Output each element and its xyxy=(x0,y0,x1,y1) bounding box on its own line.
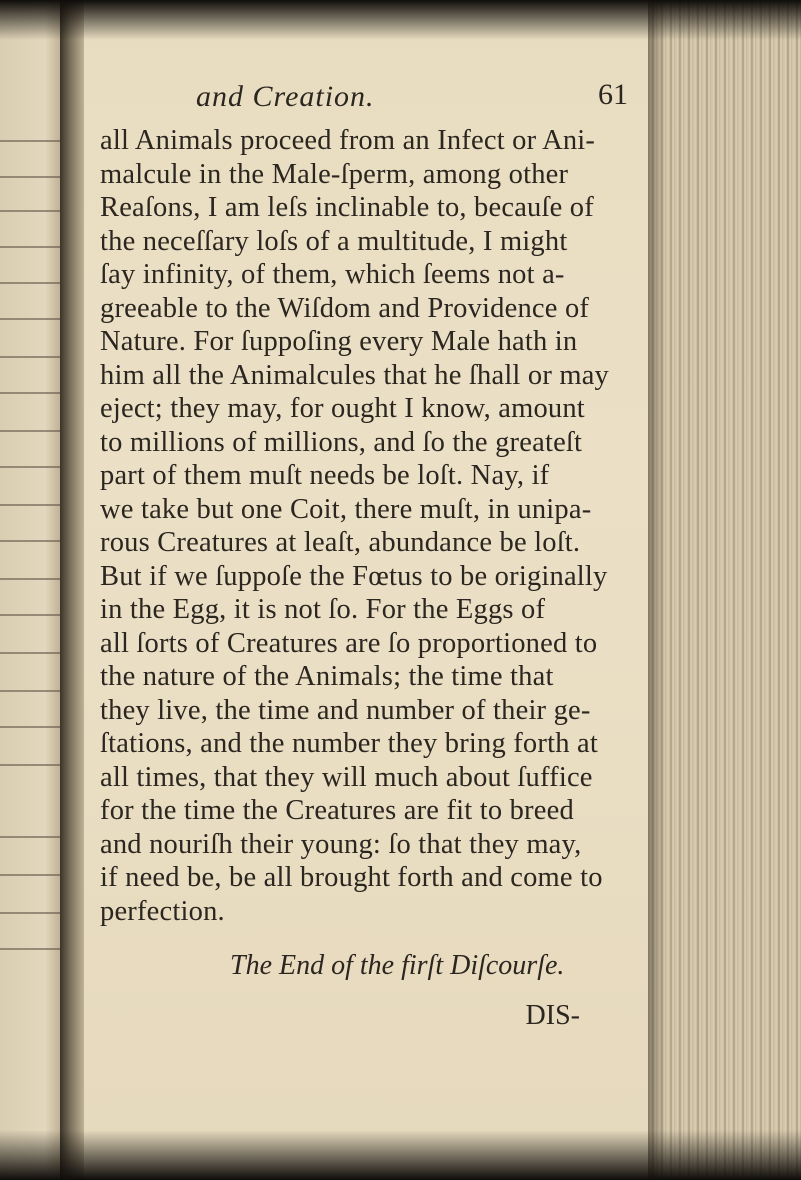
text-line: the neceſſary loſs of a multitude, I might xyxy=(100,225,568,257)
facing-page-rule xyxy=(0,176,64,178)
running-head xyxy=(100,78,628,124)
page-stack-edges xyxy=(648,0,801,1180)
text-line: part of them muſt needs be loſt. Nay, if xyxy=(100,460,550,491)
text-line: rous Creatures at leaſt, abundance be loſt. xyxy=(100,527,581,558)
page-number: 61 xyxy=(598,78,628,111)
facing-page-rule xyxy=(0,690,64,692)
text-line: if need be, be all brought forth and come to xyxy=(100,862,603,893)
facing-page-rule xyxy=(0,874,64,876)
catchword: DIS- xyxy=(525,1000,580,1031)
text-line: we take but one Coit, there muſt, in unipa- xyxy=(100,493,592,525)
facing-page-rule xyxy=(0,504,64,506)
facing-page-rule xyxy=(0,246,64,248)
book-gutter xyxy=(60,0,86,1180)
text-line: all ſorts of Creatures are ſo proportioned to xyxy=(100,627,598,659)
facing-page-rule xyxy=(0,540,64,542)
text-line: ſtations, and the number they bring forth at xyxy=(100,728,598,759)
text-line: to millions of millions, and ſo the greateſt xyxy=(100,426,583,458)
running-title: and Creation. xyxy=(196,80,375,113)
facing-page-rule xyxy=(0,836,64,838)
facing-page-rule xyxy=(0,318,64,320)
text-line: in the Egg, it is not ſo. For the Eggs of xyxy=(100,594,546,625)
text-line: ſay infinity, of them, which ſeems not a- xyxy=(100,259,565,290)
text-line: the nature of the Animals; the time that xyxy=(100,661,554,692)
facing-page-rule xyxy=(0,210,64,212)
text-line: eject; they may, for ought I know, amount xyxy=(100,393,585,424)
text-line: him all the Animalcules that he ſhall or may xyxy=(100,359,610,391)
text-line: Reaſons, I am leſs inclinable to, becauſe of xyxy=(100,192,594,223)
text-line: and nouriſh their young: ſo that they may, xyxy=(100,828,582,860)
facing-page-rule xyxy=(0,140,64,142)
text-line: for the time the Creatures are fit to breed xyxy=(100,795,574,826)
text-line: Nature. For ſuppoſing every Male hath in xyxy=(100,326,578,357)
text-line: all Animals proceed from an Infect or Ani- xyxy=(100,125,596,156)
facing-page-rule xyxy=(0,430,64,432)
top-shadow xyxy=(0,0,801,40)
facing-page-rule xyxy=(0,764,64,766)
facing-page-rule xyxy=(0,578,64,580)
facing-page-rule xyxy=(0,356,64,358)
text-line: perfection. xyxy=(100,895,225,927)
facing-page-rule xyxy=(0,466,64,468)
page-text xyxy=(100,78,628,1032)
facing-page-rule xyxy=(0,614,64,616)
facing-page-rule xyxy=(0,726,64,728)
text-line: But if we ſuppoſe the Fœtus to be originally xyxy=(100,560,608,592)
page-shadow xyxy=(648,0,666,1180)
bottom-shadow xyxy=(0,1130,801,1180)
text-line: malcule in the Male-ſperm, among other xyxy=(100,158,569,190)
facing-page-rule xyxy=(0,282,64,284)
facing-page-rule xyxy=(0,652,64,654)
text-line: all times, that they will much about ſuffice xyxy=(100,761,593,793)
facing-page-edge xyxy=(0,0,64,1180)
facing-page-rule xyxy=(0,948,64,950)
facing-page-rule xyxy=(0,912,64,914)
facing-page-rule xyxy=(0,392,64,394)
text-line: greeable to the Wiſdom and Providence of xyxy=(100,292,590,324)
end-of-discourse: The End of the firſt Diſcourſe. xyxy=(230,950,565,981)
text-line: they live, the time and number of their ge- xyxy=(100,694,591,726)
